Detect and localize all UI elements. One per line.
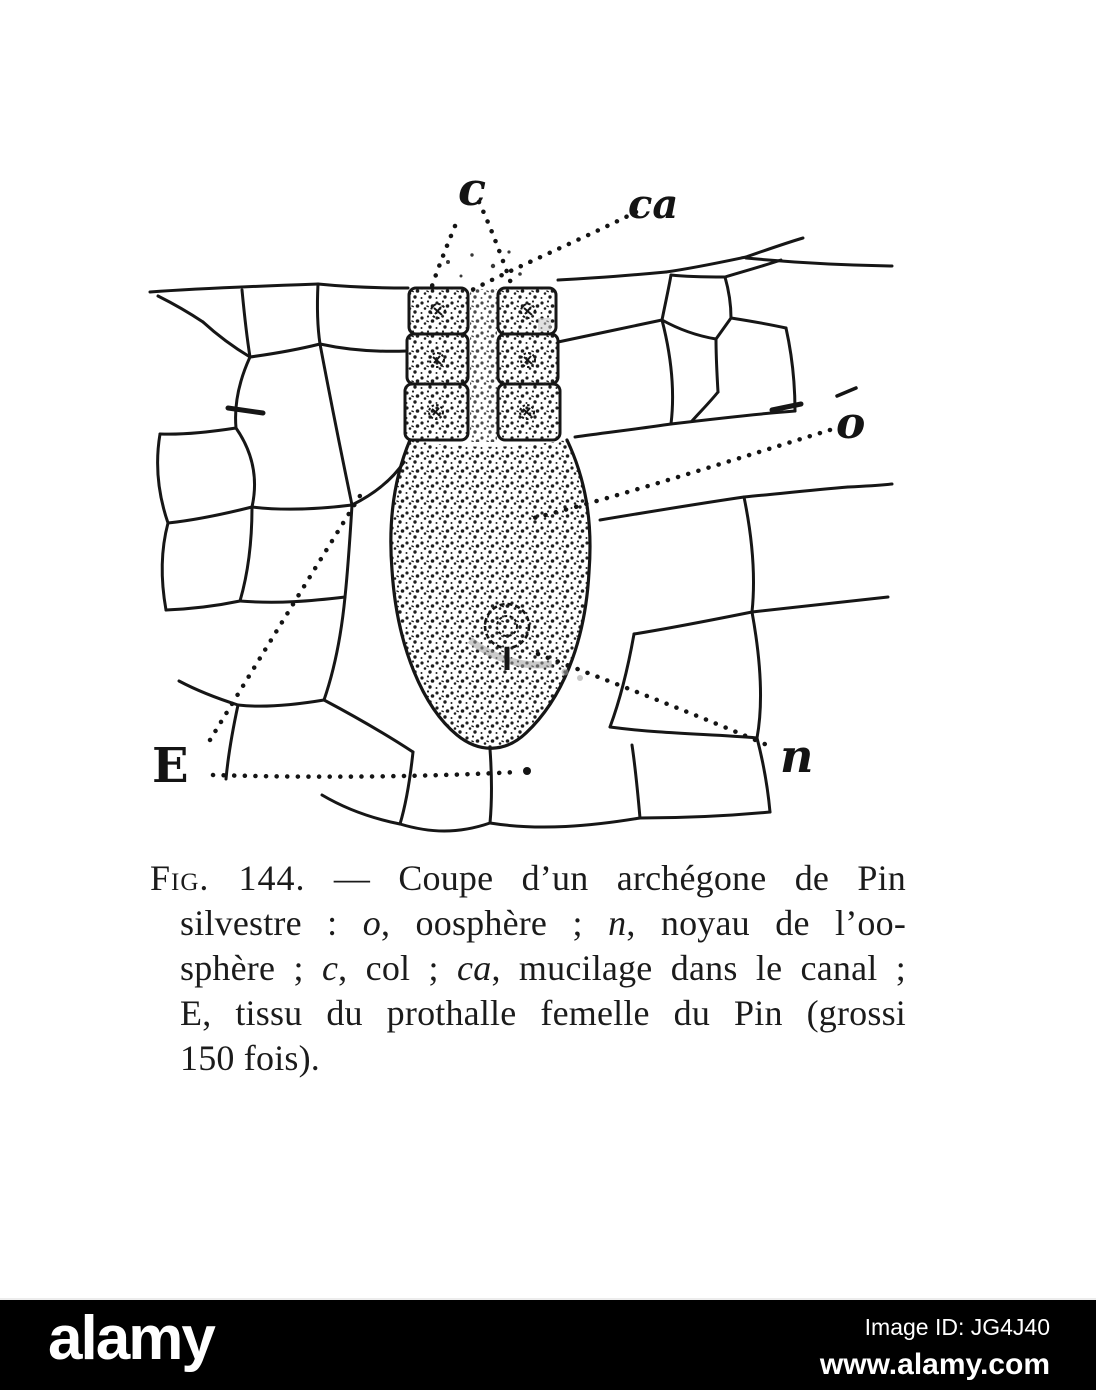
caption-line: 150 fois). xyxy=(180,1038,320,1078)
label-E: E xyxy=(152,738,189,794)
alamy-url-text: www.alamy.com xyxy=(819,1348,1050,1381)
label-c: c xyxy=(458,162,487,216)
mucilage-specks xyxy=(446,250,532,277)
leader-ca xyxy=(470,212,636,291)
neck-canal-mucilage xyxy=(470,289,497,442)
leader-E-diagonal xyxy=(210,491,363,740)
label-o-accent-tick xyxy=(837,388,856,396)
image-id-text: Image ID: JG4J40 xyxy=(864,1314,1050,1340)
leader-E-horizontal xyxy=(213,772,518,777)
figure-caption xyxy=(150,856,906,1081)
leader-E-end-dot xyxy=(523,767,531,775)
oosphere-body xyxy=(391,440,590,748)
leader-n xyxy=(538,654,774,748)
caption-line: Fig. 144. — Coupe d’un archégone de Pin xyxy=(150,858,907,898)
watermark-text-block xyxy=(820,1314,1050,1382)
caption-line: E, tissu du prothalle femelle du Pin (grossi xyxy=(180,993,906,1033)
label-o: o xyxy=(836,398,866,449)
label-ca: ca xyxy=(628,181,679,228)
label-n: n xyxy=(780,729,814,783)
caption-line: sphère ; c, col ; ca, mucilage dans le canal ; xyxy=(180,948,906,988)
alamy-logo: alamy xyxy=(48,1304,214,1373)
alamy-watermark-bar xyxy=(0,1298,1096,1390)
archegonium xyxy=(391,250,590,748)
caption-line: silvestre : o, oosphère ; n, noyau de l’oo- xyxy=(180,903,907,943)
leader-c-left xyxy=(431,226,455,289)
